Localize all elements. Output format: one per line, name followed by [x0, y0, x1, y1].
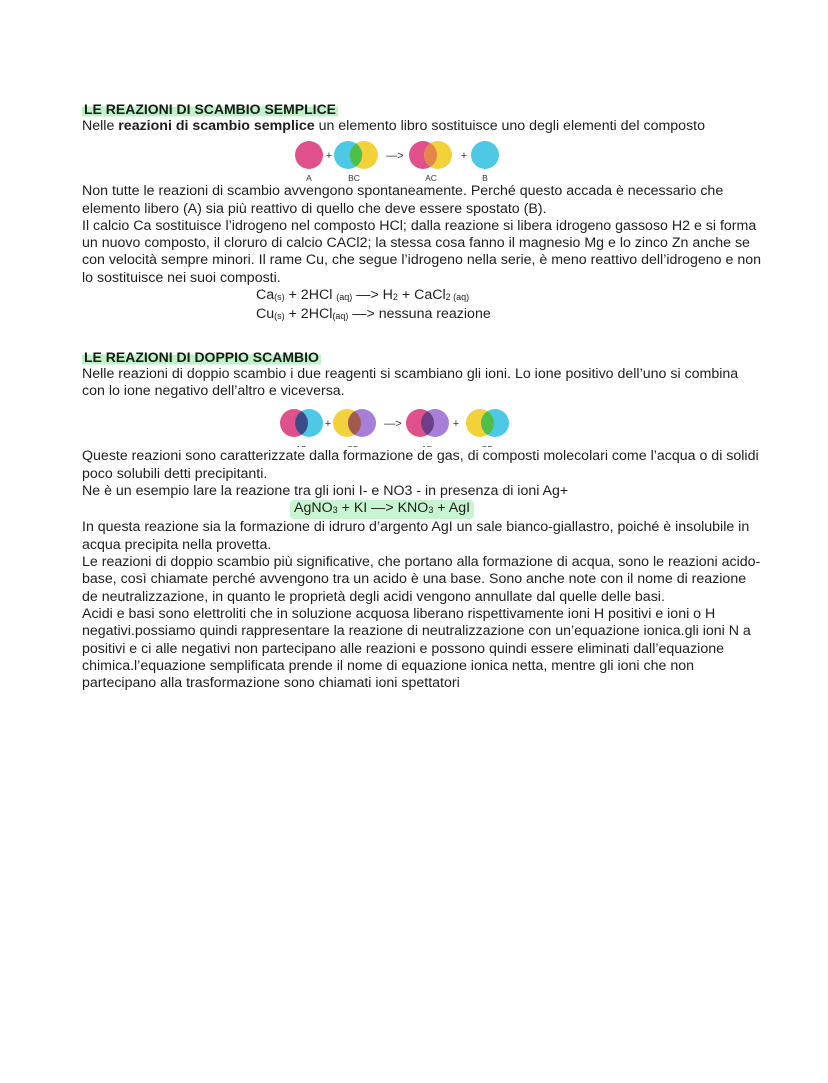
plus-sign: + [325, 150, 333, 163]
section-title-single-exchange: LE REAZIONI DI SCAMBIO SEMPLICE [84, 101, 337, 117]
circle-b2 [471, 141, 499, 169]
double-exchange-diagram [82, 403, 762, 447]
paragraph: Il calcio Ca sostituisce l’idrogeno nel composto HCl; dalla reazione si libera idrogeno gassoso H2 e si forma un nuovo composto, il cloruro di calcio CACl2; la stessa cosa fanno il magnesio Mg e lo zinco Zn anche se con velocità sempre minori. Il rame Cu, che segue l’idrogeno nella serie, è meno reattivo dell’idrogeno e non lo sostituisce nei suoi composti. [82, 217, 762, 286]
paragraph: Le reazioni di doppio scambio più significative, che portano alla formazione di acqua, sono le reazioni acido-base, così chiamate perché avvengono tra un acido è una base. Sono anche note con il nome di reazione de neutralizzazione, in quanto le proprietà degli acidi vengono annullate dal quelle delle basi. [82, 554, 761, 605]
equation-block-2 [82, 500, 762, 519]
paragraph: Ne è un esempio lare la reazione tra gli ioni I- e NO3 - in presenza di ioni Ag+ [82, 482, 569, 499]
label-b: B [482, 173, 488, 183]
paragraph: In questa reazione sia la formazione di idruro d’argento AgI un sale bianco-giallastro, poiché è insolubile in acqua precipita nella provetta. [82, 519, 750, 553]
equation-highlight: AgNO$_3$ + KI —> $KNO_3$ + AgI [290, 500, 474, 519]
label-bc: BC [348, 173, 360, 183]
equation-calcium: $Ca_{(s)} + 2HCl$ $_{(aq)}$ —> $H_2$ + CaCl$_{2 (aq)}$ [256, 287, 470, 304]
intro-double-exchange: Nelle reazioni di doppio scambio i due reagenti si scambiano gli ioni. Lo ione positivo dell’uno si combina con lo ione negativo dell’altro e viceversa. [82, 365, 739, 399]
plus-sign-2: + [452, 418, 460, 431]
equation-silver-iodide [290, 500, 762, 519]
document-page [82, 100, 762, 692]
equation-copper: $Cu_{(s)} + 2HCl_{(aq)}$ —> nessuna reazione [256, 306, 491, 323]
label-cd [347, 444, 359, 447]
paragraph: Acidi e basi sono elettroliti che in soluzione acquosa liberano rispettivamente ioni H positivi e ioni o H negativi.possiamo quindi rappresentare la reazione di neutralizzazione con un’equazione ionica.gli ioni N a positivi e ci alle negativi non partecipano alle reazioni e possono quindi essere eliminati dall’equazione chimica.l’equazione semplificata prende il nome di equazione ionica netta, mentre gli ioni che non partecipano alla trasformazione sono chiamati ioni spettatori [82, 605, 751, 692]
section-title-double-exchange: LE REAZIONI DI DOPPIO SCAMBIO [84, 348, 319, 365]
intro-single-exchange: Nelle reazioni di scambio semplice un elemento libro sostituisce uno degli elementi del composto [82, 118, 706, 134]
double-exchange-circles [82, 403, 762, 447]
single-exchange-circles [82, 138, 762, 182]
label-a: A [306, 173, 312, 183]
label-ac: AC [425, 173, 437, 183]
paragraph: Queste reazioni sono caratterizzate dalla formazione de gas, di composti molecolari come l’acqua o di solidi poco solubili detti precipitanti. [82, 448, 759, 482]
equation-block-1 [82, 287, 762, 326]
arrow: —> [384, 418, 402, 431]
label-ab [295, 444, 307, 447]
arrow: —> [386, 150, 404, 163]
plus-sign: + [324, 418, 332, 431]
plus-sign-2: + [460, 150, 468, 163]
paragraph: Non tutte le reazioni di scambio avvengono spontaneamente. Perché questo accada è necessario che elemento libero (A) sia più reattivo di quello che deve essere spostato (B). [82, 183, 724, 217]
label-cb [481, 444, 493, 447]
label-ad [421, 444, 433, 447]
circle-a [295, 141, 323, 169]
single-exchange-diagram [82, 138, 762, 182]
